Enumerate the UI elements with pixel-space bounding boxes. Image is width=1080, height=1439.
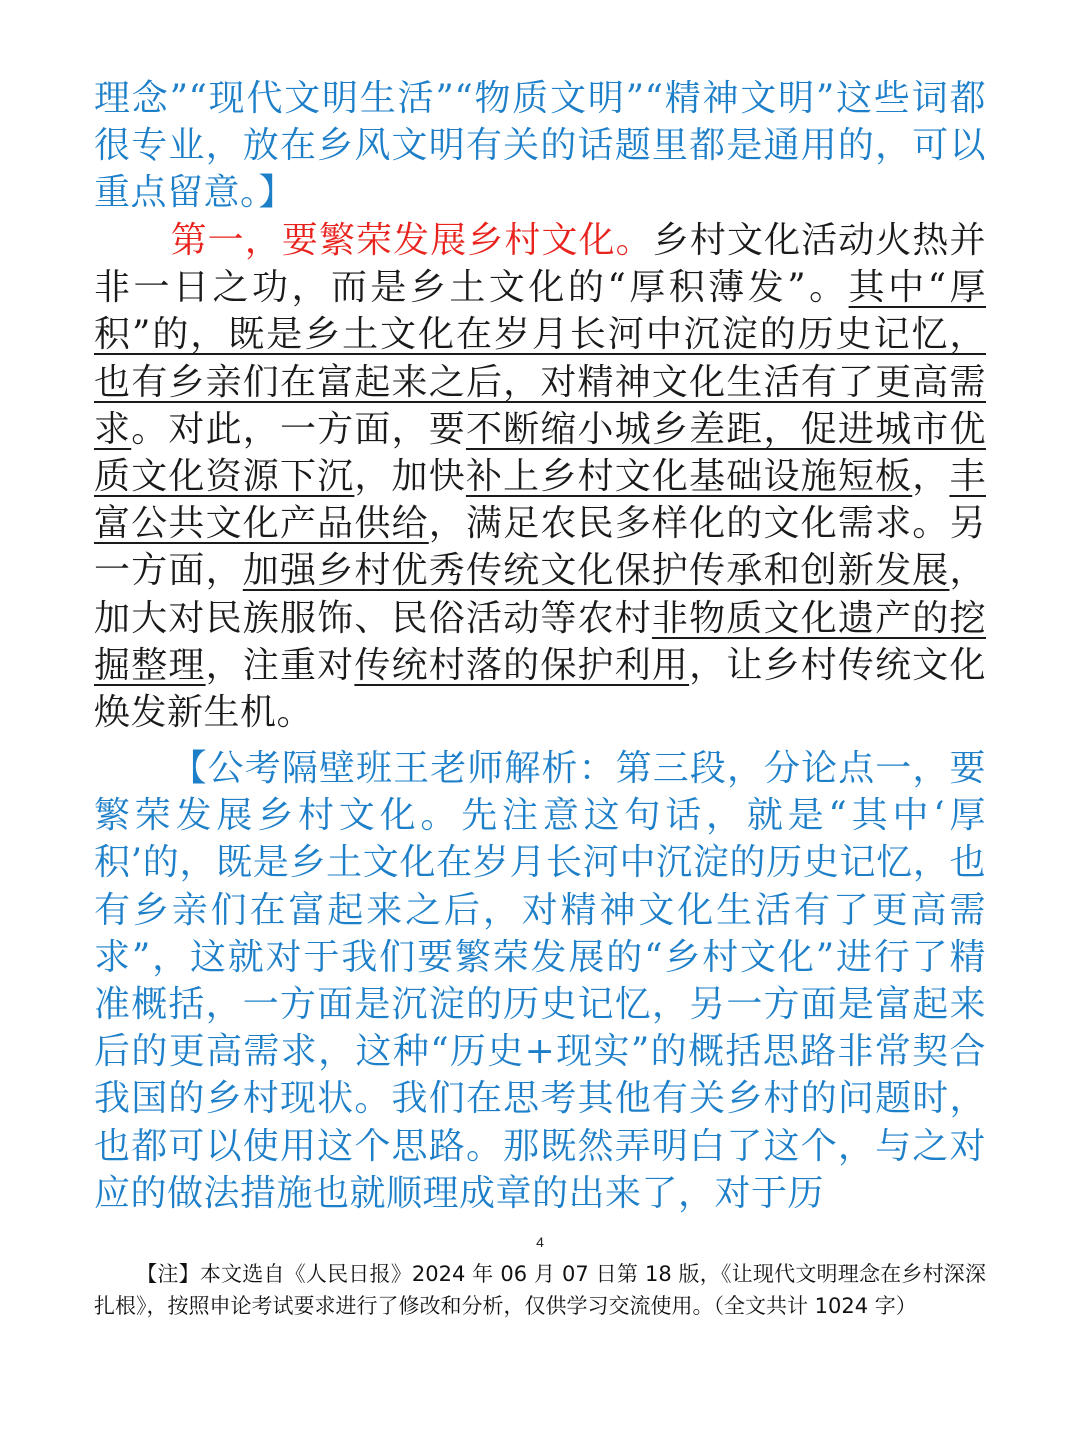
page-number: 4 <box>536 1234 544 1250</box>
body-text: ，加大对民族服饰、民俗活动等农村 <box>94 550 986 639</box>
top-commentary <box>94 75 986 217</box>
top-commentary-text: 理念”“现代文明生活”“物质文明”“精神文明”这些词都很专业，放在乡风文明有关的话题里都是通用的，可以重点留意。】 <box>94 78 986 214</box>
body-text: ， <box>912 456 950 498</box>
body-text: ，满足农民多样化的文化需求。另一方面， <box>94 503 986 592</box>
footnote-text: 【注】本文选自《人民日报》2024 年 06 月 07 日第 18 版，《让现代文明理念在乡村深深扎根》，按照申论考试要求进行了修改和分析，仅供学习交流使用。（全文共计 1024 字） <box>94 1262 986 1318</box>
underlined-text: 传统村落的保护利用 <box>354 644 690 686</box>
body-text: ，注重对 <box>205 644 355 686</box>
underlined-text: 非物质文化遗产的挖掘整理 <box>94 597 986 686</box>
underlined-text: 其中“厚积”的，既是乡土文化在岁月长河中沉淀的历史记忆，也有乡亲们在富起来之后，对精神文化生活有了更高需求 <box>94 267 987 450</box>
analysis-text: 【公考隔壁班王老师解析：第三段，分论点一，要繁荣发展乡村文化。先注意这句话，就是“其中‘厚积’的，既是乡土文化在岁月长河中沉淀的历史记忆，也有乡亲们在富起来之后，对精神文化生活有了更高需求”，这就对于我们要繁荣发展的“乡村文化”进行了精准概括，一方面是沉淀的历史记忆，另一方面是富起来后的更高需求，这种“历史+现实”的概括思路非常契合我国的乡村现状。我们在思考其他有关乡村的问题时，也都可以使用这个思路。那既然弄明白了这个，与之对应的做法措施也就顺理成章的出来了，对于历 <box>94 748 986 1214</box>
main-paragraph <box>94 217 986 736</box>
underlined-text: 丰富公共文化产品供给 <box>94 456 986 545</box>
section-heading: 第一，要繁荣发展乡村文化。 <box>170 220 653 261</box>
underlined-text: 加强乡村优秀传统文化保护传承和创新发展 <box>242 550 950 592</box>
analysis-paragraph <box>94 745 986 1217</box>
body-text: 。对此，一方面，要 <box>131 408 466 450</box>
underlined-text: 补上乡村文化基础设施短板 <box>465 456 913 498</box>
underlined-text: 不断缩小城乡差距，促进城市优质文化资源下沉 <box>94 408 986 498</box>
body-text: ，加快 <box>354 456 466 498</box>
body-text: ，让乡村传统文化焕发新生机。 <box>94 644 986 734</box>
body-text: 乡村文化活动火热并非一日之功，而是乡土文化的“厚积薄发”。 <box>94 220 986 309</box>
footnote <box>94 1258 986 1322</box>
